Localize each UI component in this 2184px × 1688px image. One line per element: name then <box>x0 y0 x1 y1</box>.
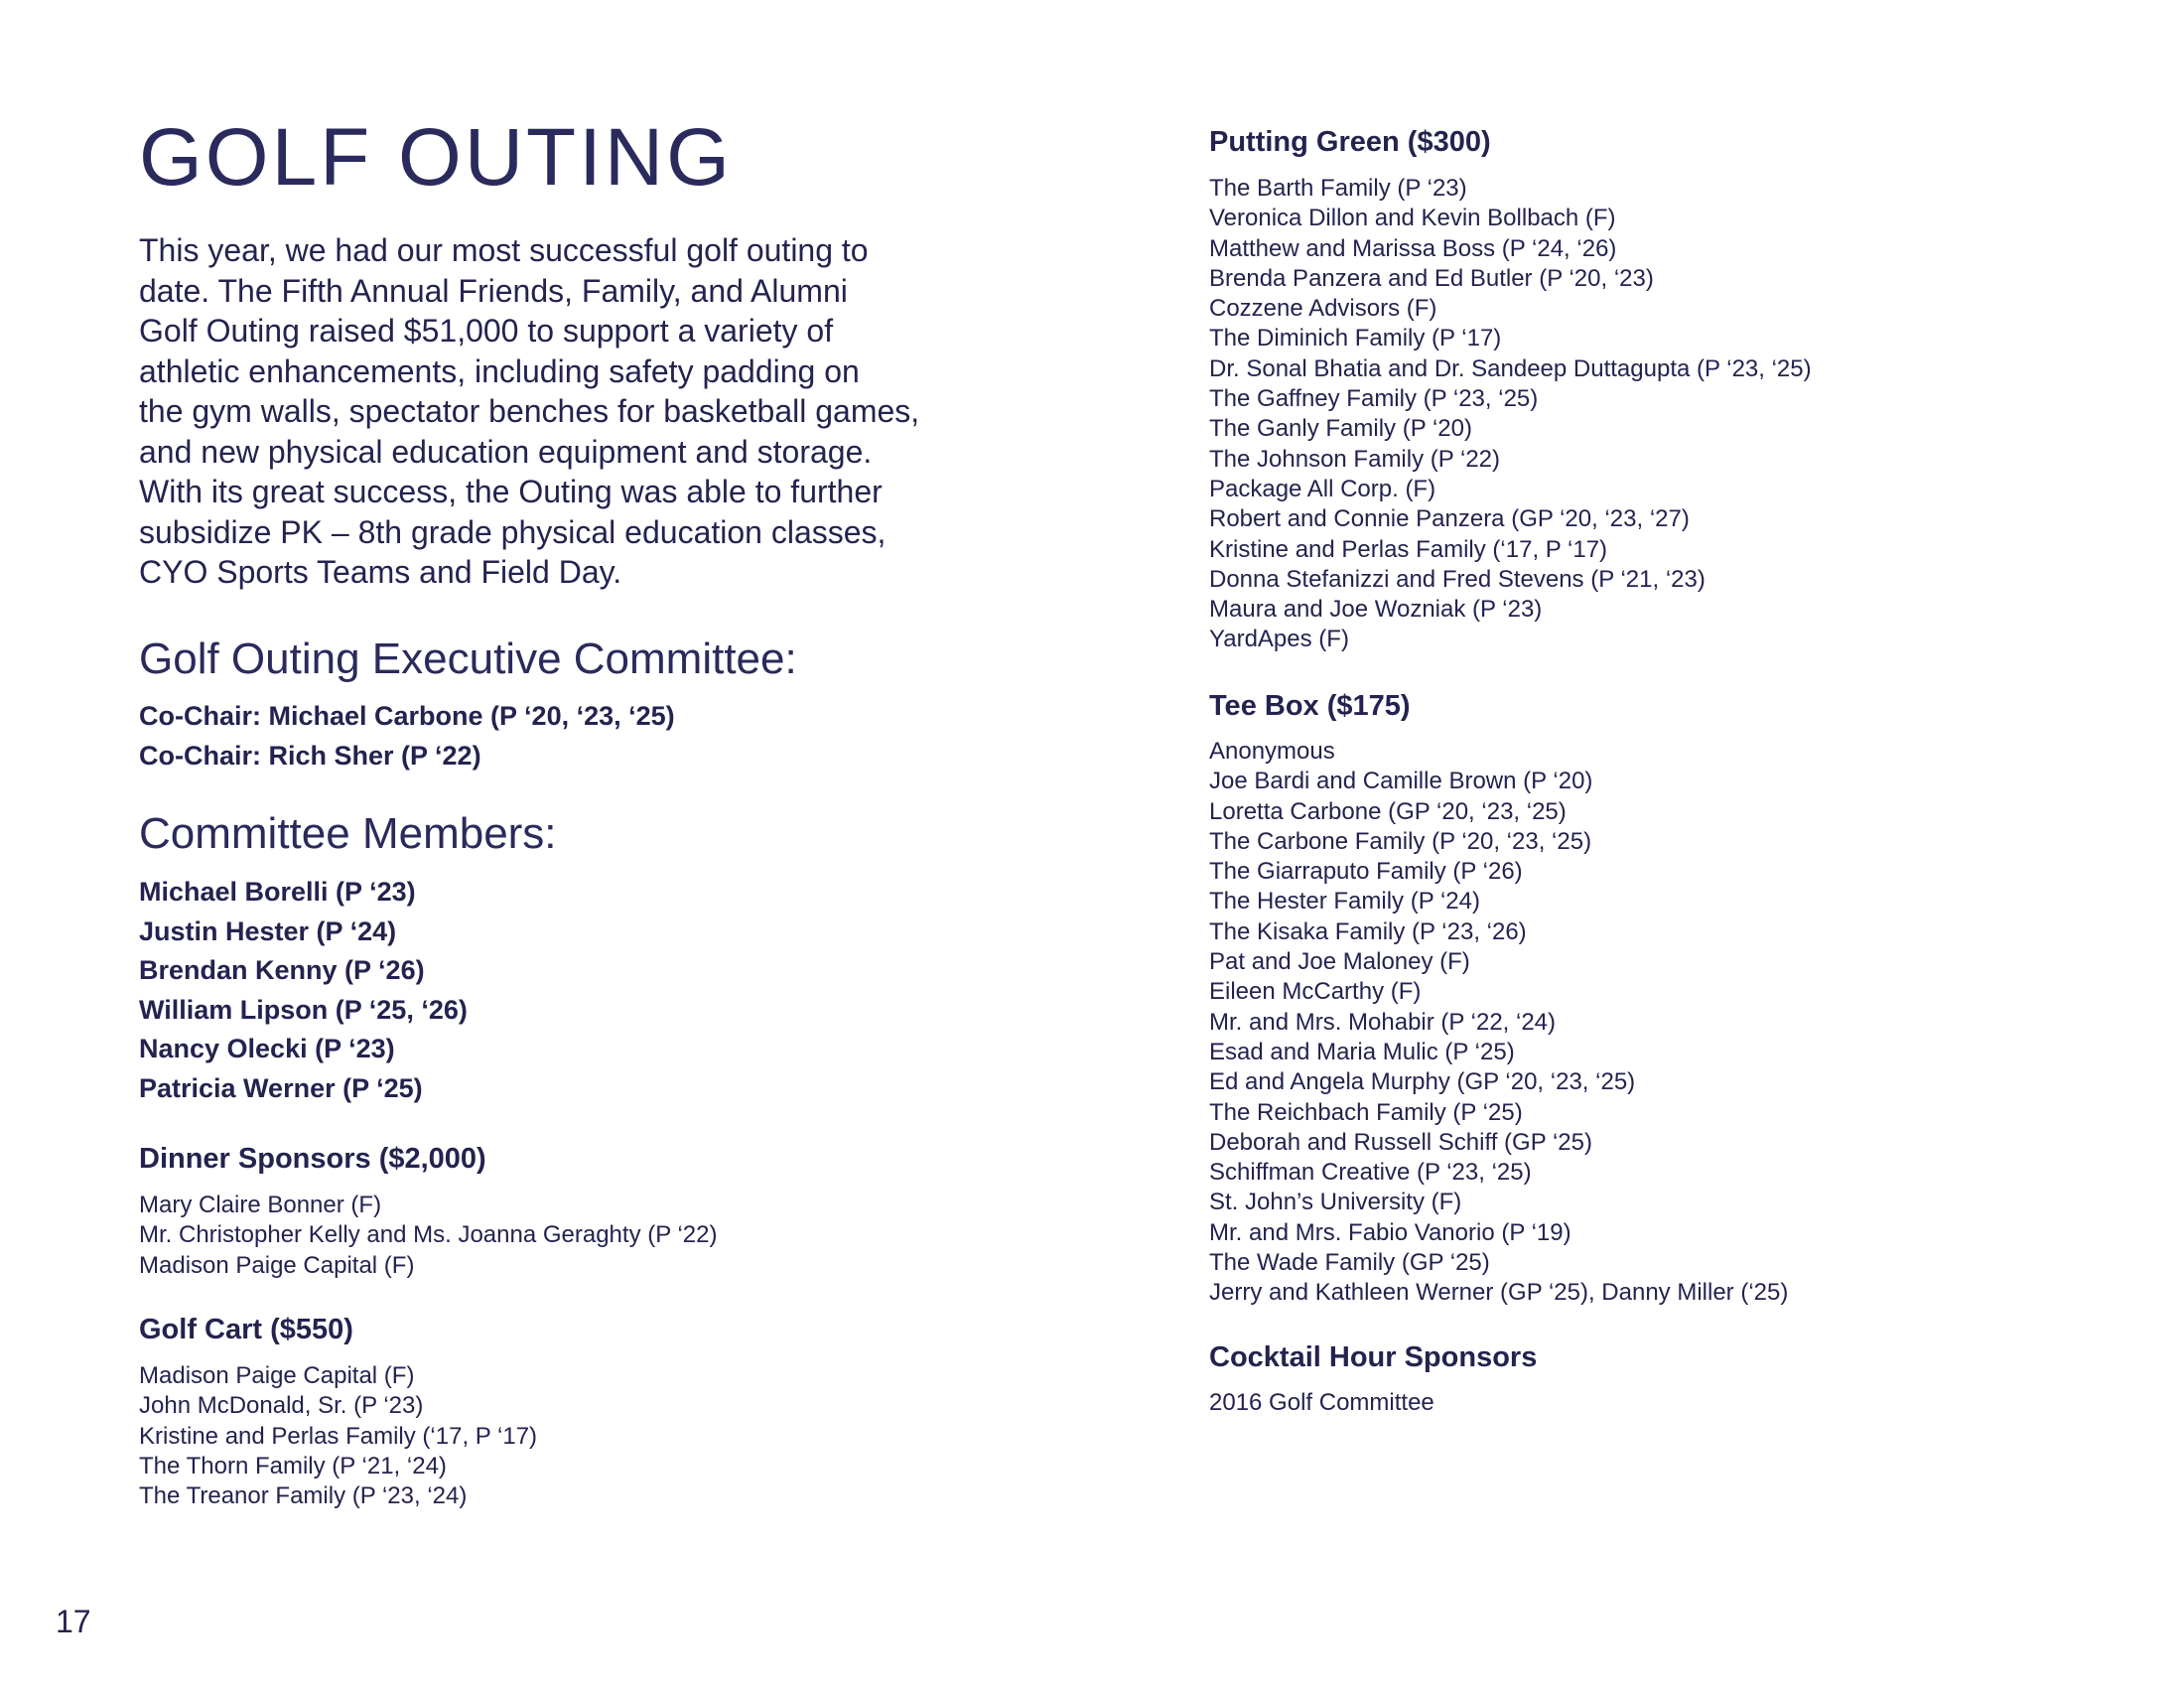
page-title: GOLF OUTING <box>139 112 733 203</box>
intro-line: the gym walls, spectator benches for basketball games, <box>139 393 920 429</box>
list-item: The Gaffney Family (P ‘23, ‘25) <box>1209 385 1539 413</box>
dinner-sponsors-list <box>139 1191 718 1281</box>
list-item: The Kisaka Family (P ‘23, ‘26) <box>1209 917 1527 945</box>
tee-box-list <box>1209 737 1788 1309</box>
list-item: Co-Chair: Rich Sher (P ‘22) <box>139 740 481 771</box>
list-item: Pat and Joe Maloney (F) <box>1209 948 1470 976</box>
list-item: Deborah and Russell Schiff (GP ‘25) <box>1209 1128 1592 1156</box>
list-item: The Wade Family (GP ‘25) <box>1209 1249 1490 1277</box>
list-item: Dr. Sonal Bhatia and Dr. Sandeep Duttagupta (P ‘23, ‘25) <box>1209 354 1812 382</box>
list-item: Michael Borelli (P ‘23) <box>139 877 416 907</box>
intro-line: subsidize PK – 8th grade physical education classes, <box>139 513 887 550</box>
list-item: Mary Claire Bonner (F) <box>139 1192 382 1218</box>
list-item: The Thorn Family (P ‘21, ‘24) <box>139 1452 447 1479</box>
intro-line: athletic enhancements, including safety padding on <box>139 352 860 389</box>
list-item: William Lipson (P ‘25, ‘26) <box>139 994 468 1025</box>
dinner-sponsors-heading: Dinner Sponsors ($2,000) <box>139 1143 486 1175</box>
golf-cart-list <box>139 1361 537 1511</box>
list-item: Eileen McCarthy (F) <box>1209 978 1422 1006</box>
list-item: Esad and Maria Mulic (P ‘25) <box>1209 1038 1515 1065</box>
executive-committee-list <box>139 697 675 775</box>
list-item: Mr. and Mrs. Mohabir (P ‘22, ‘24) <box>1209 1008 1557 1036</box>
executive-committee-heading: Golf Outing Executive Committee: <box>139 634 797 683</box>
list-item: Package All Corp. (F) <box>1209 475 1436 502</box>
list-item: Donna Stefanizzi and Fred Stevens (P ‘21, ‘23) <box>1209 565 1706 593</box>
list-item: Loretta Carbone (GP ‘20, ‘23, ‘25) <box>1209 797 1567 825</box>
putting-green-list <box>1209 174 1812 655</box>
list-item: Maura and Joe Wozniak (P ‘23) <box>1209 596 1543 624</box>
list-item: Mr. and Mrs. Fabio Vanorio (P ‘19) <box>1209 1218 1571 1246</box>
committee-members-list <box>139 873 468 1108</box>
page-number: 17 <box>56 1604 91 1639</box>
tee-box-heading: Tee Box ($175) <box>1209 690 1411 722</box>
list-item: Schiffman Creative (P ‘23, ‘25) <box>1209 1159 1532 1187</box>
list-item: The Barth Family (P ‘23) <box>1209 175 1467 202</box>
list-item: The Ganly Family (P ‘20) <box>1209 415 1472 443</box>
list-item: The Carbone Family (P ‘20, ‘23, ‘25) <box>1209 827 1592 855</box>
list-item: Kristine and Perlas Family (‘17, P ‘17) <box>1209 535 1608 563</box>
intro-line: and new physical education equipment and storage. <box>139 433 873 470</box>
list-item: Madison Paige Capital (F) <box>139 1362 415 1389</box>
list-item: Madison Paige Capital (F) <box>139 1251 415 1279</box>
cocktail-hour-heading: Cocktail Hour Sponsors <box>1209 1341 1538 1373</box>
list-item: Ed and Angela Murphy (GP ‘20, ‘23, ‘25) <box>1209 1068 1636 1096</box>
list-item: Cozzene Advisors (F) <box>1209 295 1437 323</box>
list-item: The Diminich Family (P ‘17) <box>1209 325 1502 352</box>
list-item: The Hester Family (P ‘24) <box>1209 888 1480 915</box>
list-item: The Treanor Family (P ‘23, ‘24) <box>139 1482 468 1510</box>
list-item: Patricia Werner (P ‘25) <box>139 1072 423 1103</box>
list-item: Brenda Panzera and Ed Butler (P ‘20, ‘23) <box>1209 264 1654 292</box>
golf-cart-heading: Golf Cart ($550) <box>139 1314 353 1345</box>
list-item: The Johnson Family (P ‘22) <box>1209 445 1501 473</box>
list-item: 2016 Golf Committee <box>1209 1389 1434 1416</box>
list-item: Robert and Connie Panzera (GP ‘20, ‘23, ‘27) <box>1209 505 1690 533</box>
intro-line: CYO Sports Teams and Field Day. <box>139 554 622 590</box>
intro-line: With its great success, the Outing was able to further <box>139 474 883 509</box>
list-item: Co-Chair: Michael Carbone (P ‘20, ‘23, ‘25) <box>139 701 675 731</box>
list-item: The Giarraputo Family (P ‘26) <box>1209 858 1523 886</box>
putting-green-heading: Putting Green ($300) <box>1209 126 1491 158</box>
list-item: Matthew and Marissa Boss (P ‘24, ‘26) <box>1209 234 1617 262</box>
list-item: Veronica Dillon and Kevin Bollbach (F) <box>1209 205 1616 232</box>
list-item: Anonymous <box>1209 738 1335 765</box>
cocktail-hour-list <box>1209 1388 1434 1418</box>
list-item: Justin Hester (P ‘24) <box>139 915 397 946</box>
committee-members-heading: Committee Members: <box>139 809 557 858</box>
list-item: The Reichbach Family (P ‘25) <box>1209 1098 1523 1126</box>
list-item: Kristine and Perlas Family (‘17, P ‘17) <box>139 1422 538 1450</box>
list-item: Jerry and Kathleen Werner (GP ‘25), Danny Miller (‘25) <box>1209 1279 1789 1307</box>
intro-line: Golf Outing raised $51,000 to support a variety of <box>139 313 834 349</box>
list-item: Mr. Christopher Kelly and Ms. Joanna Geraghty (P ‘22) <box>139 1221 718 1249</box>
list-item: YardApes (F) <box>1209 626 1349 653</box>
intro-line: date. The Fifth Annual Friends, Family, and Alumni <box>139 272 848 309</box>
intro-line: This year, we had our most successful golf outing to <box>139 232 869 268</box>
list-item: John McDonald, Sr. (P ‘23) <box>139 1392 424 1420</box>
intro-paragraph <box>139 230 1092 593</box>
list-item: Brendan Kenny (P ‘26) <box>139 955 425 985</box>
list-item: Nancy Olecki (P ‘23) <box>139 1034 395 1063</box>
list-item: St. John’s University (F) <box>1209 1189 1462 1216</box>
list-item: Joe Bardi and Camille Brown (P ‘20) <box>1209 768 1593 795</box>
